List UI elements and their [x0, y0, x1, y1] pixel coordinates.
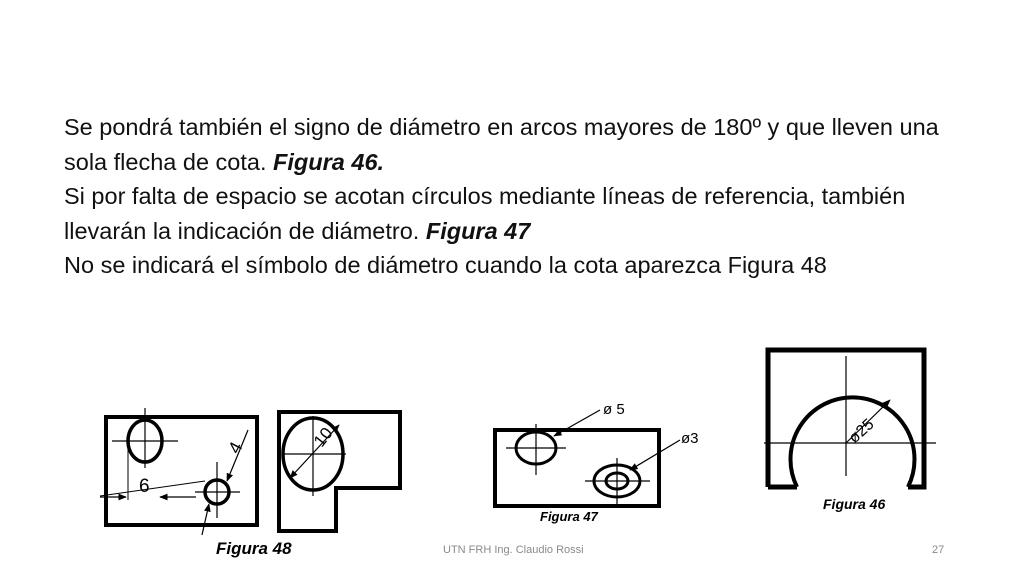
fig46-label: Figura 46 — [823, 496, 886, 512]
footer-author: UTN FRH Ing. Claudio Rossi — [443, 544, 584, 556]
fig47-dim-3: ø3 — [681, 430, 699, 447]
paragraph-2-text: Si por falta de espacio se acotan círculos mediante líneas de referencia, también llevarán la indicación de diámetro. — [64, 183, 906, 244]
fig47-label: Figura 47 — [540, 509, 598, 524]
figure-46-drawing — [764, 350, 936, 487]
figure-48-drawing — [100, 408, 400, 535]
fig48-label: Figura 48 — [216, 539, 292, 558]
footer-page-number: 27 — [932, 544, 945, 556]
fig48-dim-10: 10 — [309, 423, 337, 451]
paragraph-3: No se indicará el símbolo de diámetro cuando la cota aparezca Figura 48 — [64, 252, 827, 278]
fig48-dim-6: 6 — [139, 476, 150, 497]
figure-47-drawing — [495, 410, 680, 506]
fig47-dim-5: ø 5 — [603, 401, 625, 418]
figure-47-reference: Figura 47 — [425, 217, 531, 244]
paragraph-1-text: Se pondrá también el signo de diámetro en arcos mayores de 180º y que lleven una sola flecha de cota. — [64, 114, 939, 175]
fig46-dim-25: ø25 — [845, 415, 878, 447]
fig48-dim-4: 4 — [224, 438, 247, 457]
figure-46-reference: Figura 46. — [273, 148, 385, 175]
